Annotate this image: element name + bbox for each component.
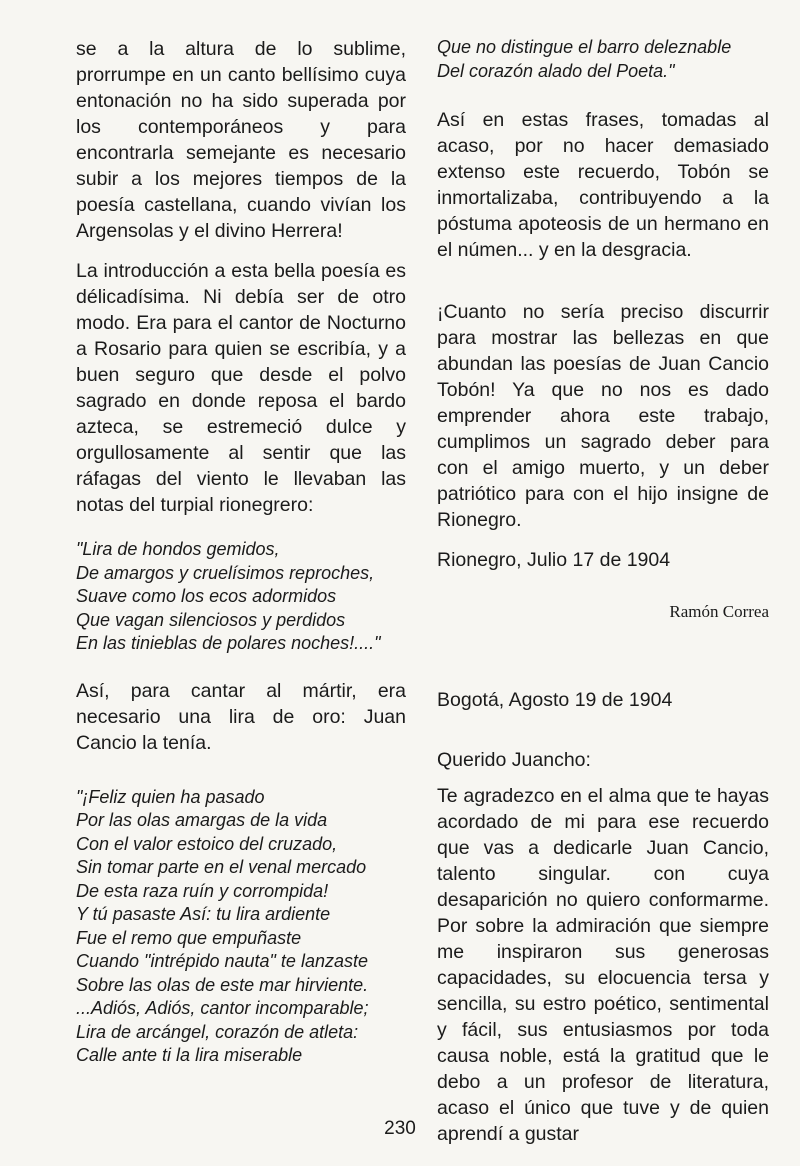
verse-line: "Lira de hondos gemidos, [76, 539, 280, 559]
letter-body: Te agradezco en el alma que te hayas acordado de mi para ese recuerdo que vas a dedicarle Juan Cancio, talento singular. con cuya desaparición no quiero conformarme. Por sobre la admiración que siempre me inspiraron sus generosas capacidades, su elocuencia tersa y sencilla, su estro poético, sentimental y fácil, sus entusiasmos por toda causa noble, está la gratitud que le debo a un profesor de literatura, acaso el único que tuve y de quien aprendí a gustar [437, 785, 769, 1145]
verse-line: Que vagan silenciosos y perdidos [76, 609, 346, 630]
letter-date: Bogotá, Agosto 19 de 1904 [437, 689, 673, 711]
verse-line: Con el valor estoico del cruzado, [76, 833, 338, 854]
verse-line: Cuando "intrépido nauta" te lanzaste [76, 951, 368, 971]
verse-line: Sobre las olas de este mar hirviente. [76, 974, 369, 995]
verse-line: Sin tomar parte en el venal mercado [76, 857, 367, 877]
paragraph: se a la altura de lo sublime, prorrumpe en un canto bellísimo cuya entonación no ha sido superada por los contemporáneos y para encontrarla semejante es necesario subir a los mejores tiempos de la poesía castellana, cuando vivían los Argensolas y el divino Herrera! [76, 38, 406, 242]
verse-line: Y tú pasaste Así: tu lira ardiente [76, 904, 331, 924]
verse-line: "¡Feliz quien ha pasado [76, 786, 265, 807]
verse-line: De esta raza ruín y corrompida! [76, 880, 329, 901]
verse-line: De amargos y cruelísimos reproches, [76, 562, 375, 583]
salutation: Querido Juancho: [437, 749, 591, 771]
page-number: 230 [384, 1118, 416, 1139]
verse-line: Que no distingue el barro deleznable [437, 37, 732, 57]
right-column [437, 36, 769, 1147]
paragraph: ¡Cuanto no sería preciso discurrir para mostrar las bellezas en que abundan las poesías de Juan Cancio Tobón! Ya que no nos es dado emprender ahora este trabajo, cumplimos un sagrado deber para con el amigo muerto, y un deber patriótico para con el hijo insigne de Rionegro. [437, 301, 769, 531]
signature: Ramón Correa [669, 602, 769, 621]
verse-block [76, 538, 406, 656]
paragraph: La introducción a esta bella poesía es délicadísima. Ni debía ser de otro modo. Era para el cantor de Nocturno a Rosario para quien se escribía, y a buen seguro que desde el polvo sagrado en donde reposa el bardo azteca, se estremeció dulce y orgullosamente al sentir que las ráfagas del viento le llevaban las notas del turpial rionegrero: [76, 260, 406, 516]
paragraph: Así en estas frases, tomadas al acaso, por no hacer demasiado extenso este recuerdo, Tobón se inmortalizaba, contribuyendo a la póstuma apoteosis de un hermano en el númen... y en la desgracia. [437, 109, 769, 261]
verse-block [76, 786, 406, 1068]
verse-line: ...Adiós, Adiós, cantor incomparable; [76, 998, 369, 1018]
verse-block [437, 36, 769, 83]
paragraph: Así, para cantar al mártir, era necesario una lira de oro: Juan Cancio la tenía. [76, 679, 406, 754]
place-date: Rionegro, Julio 17 de 1904 [437, 549, 671, 571]
verse-line: Fue el remo que empuñaste [76, 927, 302, 948]
verse-line: Por las olas amargas de la vida [76, 810, 328, 830]
verse-line: En las tinieblas de polares noches!...." [76, 633, 381, 653]
verse-line: Del corazón alado del Poeta." [437, 60, 675, 81]
left-column [76, 36, 406, 1068]
verse-line: Lira de arcángel, corazón de atleta: [76, 1021, 359, 1042]
verse-line: Suave como los ecos adormidos [76, 586, 337, 606]
verse-line: Calle ante ti la lira miserable [76, 1045, 303, 1065]
